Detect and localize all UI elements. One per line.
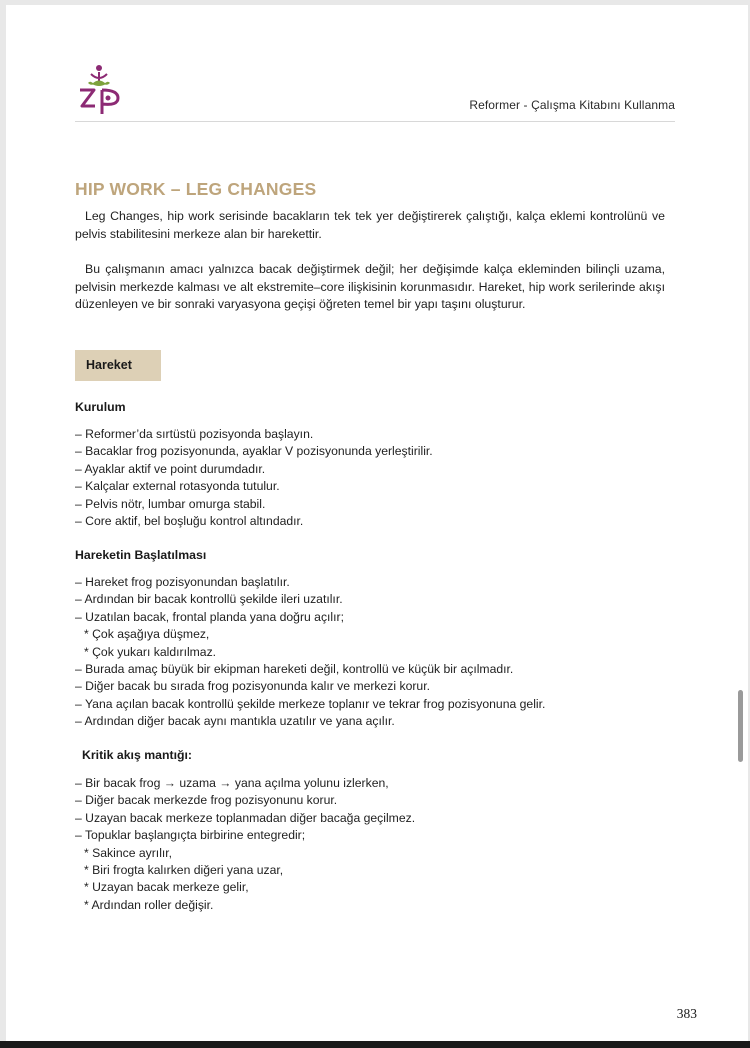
list-item: – Ardından diğer bacak aynı mantıkla uzatılır ve yana açılır. — [75, 714, 395, 729]
intro-paragraph-2: Bu çalışmanın amacı yalnızca bacak değiştirmek değil; her değişimde kalça ekleminden bilinçli uzama, pelvisin merkezde kalması ve alt ekstremite–core ilişkisinin korunmasıdır. Hareket, hip work serilerinde akışı düzenleyen ve bir sonraki varyasyona geçişi öğreten temel bir yapı taşını oluşturur. — [75, 262, 665, 311]
header-divider — [75, 121, 675, 122]
list-subitem: * Biri frogta kalırken diğeri yana uzar, — [84, 863, 284, 878]
list-subitem: * Çok aşağıya düşmez, — [84, 627, 210, 642]
list-item: – Pelvis nötr, lumbar omurga stabil. — [75, 496, 266, 511]
scrollbar-thumb[interactable] — [738, 690, 743, 762]
zp-logo — [74, 62, 124, 120]
running-header: Reformer - Çalışma Kitabını Kullanma — [469, 98, 675, 112]
bottom-edge-bar — [0, 1041, 750, 1048]
list-subitem: * Ardından roller değişir. — [84, 897, 214, 912]
baslatilmasi-heading: Hareketin Başlatılması — [75, 548, 207, 562]
list-item: – Diğer bacak merkezde frog pozisyonunu korur. — [75, 793, 338, 808]
list-item: – Reformer’da sırtüstü pozisyonda başlayın. — [75, 427, 314, 441]
list-item: – Hareket frog pozisyonundan başlatılır. — [75, 575, 290, 589]
list-item: – Ardından bir bacak kontrollü şekilde ileri uzatılır. — [75, 592, 343, 607]
list-item: – Core aktif, bel boşluğu kontrol altındadır. — [75, 514, 304, 529]
scrollbar[interactable] — [735, 690, 745, 780]
kritik-heading: Kritik akış mantığı: — [82, 748, 193, 762]
list-item: – Uzatılan bacak, frontal planda yana doğru açılır; — [75, 609, 344, 624]
list-item: – Burada amaç büyük bir ekipman hareketi değil, kontrollü ve küçük bir açılmadır. — [75, 662, 514, 677]
list-subitem: * Çok yukarı kaldırılmaz. — [84, 644, 217, 659]
baslatilmasi-list — [75, 574, 675, 731]
list-item: – Kalçalar external rotasyonda tutulur. — [75, 479, 280, 494]
list-subitem: * Sakince ayrılır, — [84, 845, 173, 860]
kurulum-list — [75, 426, 675, 530]
list-item: – Bacaklar frog pozisyonunda, ayaklar V pozisyonunda yerleştirilir. — [75, 444, 433, 459]
page-number: 383 — [676, 1006, 697, 1021]
list-item: – Yana açılan bacak kontrollü şekilde merkeze toplanır ve tekrar frog pozisyonuna gelir. — [75, 696, 546, 711]
section-title: HIP WORK – LEG CHANGES — [75, 179, 317, 199]
list-item: – Topuklar başlangıçta birbirine entegredir; — [75, 828, 306, 843]
list-item: – Bir bacak frog → uzama → yana açılma yolunu izlerken, — [75, 776, 389, 790]
intro-paragraph-1: Leg Changes, hip work serisinde bacakların tek tek yer değiştirerek çalıştığı, kalça eklemi kontrolünü ve pelvis stabilitesini merkeze alan bir harekettir. — [75, 209, 665, 241]
list-item: – Uzayan bacak merkeze toplanmadan diğer bacağa geçilmez. — [75, 810, 416, 825]
list-subitem: * Uzayan bacak merkeze gelir, — [84, 880, 249, 895]
kurulum-heading: Kurulum — [75, 400, 126, 414]
kritik-list — [75, 775, 675, 914]
list-item: – Ayaklar aktif ve point durumdadır. — [75, 461, 266, 476]
section-chip-hareket: Hareket — [75, 350, 161, 381]
list-item: – Diğer bacak bu sırada frog pozisyonunda kalır ve merkezi korur. — [75, 679, 430, 694]
